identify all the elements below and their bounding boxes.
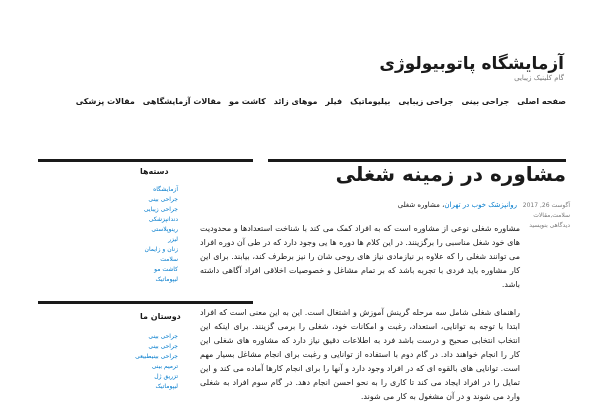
site-title[interactable]: آزمایشگاه پاتوبیولوژی (379, 54, 564, 74)
categories-list (118, 185, 178, 285)
category-item[interactable]: زنان و زایمان (144, 246, 178, 253)
nav-item-medical-articles[interactable]: مقالات پزشکی (75, 97, 135, 106)
categories-widget-title: دسته‌ها (140, 167, 169, 176)
nav-item-hair-transplant[interactable]: کاشت مو (229, 97, 266, 106)
post-paragraph: مشاوره شغلی نوعی از مشاوره است که به افراد کمک می کند با شناخت استعدادها و محدودیت های خود شغل مناسبی را برگزینند. در این کلام ها دوره ها یی وجود دارد که در طی آن دوره افراد می توانند شغلی را که علاوه بر نیازمادی نیاز های روحی شان را نیز برطرف کند، بیابند. برای این کار مشاوره باید فردی با تجربه باشد که بر تمام مشاغل و خصوصیات اخلاقی افراد آگاهی داشته باشد. (200, 224, 520, 289)
post-title[interactable]: مشاوره در زمینه شغلی (335, 162, 566, 186)
friends-widget-title: دوستان ما (140, 312, 181, 321)
friend-link[interactable]: جراحی بینیطبیعی (135, 353, 178, 360)
post-date[interactable]: آگوست 26, 2017 (522, 202, 570, 209)
tag-link[interactable]: مشاوره شغلی (397, 201, 440, 209)
category-item[interactable]: دندانپزشکی (148, 216, 178, 223)
category-item[interactable]: کاشت مو (154, 266, 178, 273)
post-content (200, 222, 520, 418)
post-meta (520, 201, 570, 231)
category-item[interactable]: جراحی بینی (148, 196, 178, 203)
category-item[interactable]: سلامت (160, 256, 178, 263)
category-item[interactable]: جراحی زیبایی (143, 206, 178, 213)
site-tagline: گام کلینیک زیبایی (514, 74, 564, 82)
friend-link[interactable]: ترمیم بینی (151, 363, 178, 370)
nav-item-home[interactable]: صفحه اصلی (517, 97, 566, 106)
nav-item-hair-removal[interactable]: موهای زائد (273, 97, 318, 106)
category-item[interactable]: لیزر (168, 236, 178, 243)
friend-link[interactable]: جراحی بینی (148, 343, 178, 350)
main-navigation (68, 97, 566, 106)
friend-link[interactable]: جراحی بینی (148, 333, 178, 340)
category-link[interactable]: روانپزشک خوب در تهران (444, 201, 517, 209)
category-item[interactable]: رینوپلاستی (151, 226, 178, 233)
post-author[interactable]: سلامت,مقالات (533, 212, 570, 219)
category-item[interactable]: آزمایشگاه (153, 186, 178, 193)
nav-item-filler[interactable]: فیلر (325, 97, 343, 106)
friend-link[interactable]: لیپوماتیک (155, 383, 178, 390)
sidebar-divider (38, 159, 253, 162)
nav-item-rhinoplasty[interactable]: جراحی بینی (461, 97, 510, 106)
friends-list (118, 332, 178, 392)
nav-item-lab-articles[interactable]: مقالات آزمایشگاهی (142, 97, 222, 106)
post-paragraph: راهنمای شغلی شامل سه مرحله گرینش آموزش و اشتغال است. این به این معنی است که افراد ابتدا با توجه به توانایی، استعداد، رغبت و امکانات خود، شغلی را برمی گزینند. برای اینکه این انتخاب انتخابی صحیح و درست باشد فرد به اطلاعات دقیق نیاز دارد که مشاوره های شغلی این کار را انجام خواهند داد. در گام دوم با استفاده از توانایی و رغبت برای انجام مشاغل بسیار مهم است. توانایی های بالقوه ای که در افراد وجود دارد و آنها را برای انجام کارها آماده می کند و این تمایل را در افراد ایجاد می کند تا کاری را به نحو احسن انجام دهد. در گام سوم افراد به شغلی وارد می شوند و در آن مشغول به کار می شوند. (200, 308, 520, 401)
nav-item-biliomatic[interactable]: بیلیوماتیک (350, 97, 391, 106)
post-comments-link[interactable]: دیدگاهی بنویسید (529, 222, 570, 229)
nav-item-cosmetic-surgery[interactable]: جراحی زیبایی (398, 97, 454, 106)
post-categories: روانپزشک خوب در تهران، مشاوره شغلی (397, 201, 517, 209)
friend-link[interactable]: تزریق ژل (154, 373, 178, 380)
sidebar-divider-2 (38, 301, 253, 304)
category-item[interactable]: لیپوماتیک (155, 276, 178, 283)
